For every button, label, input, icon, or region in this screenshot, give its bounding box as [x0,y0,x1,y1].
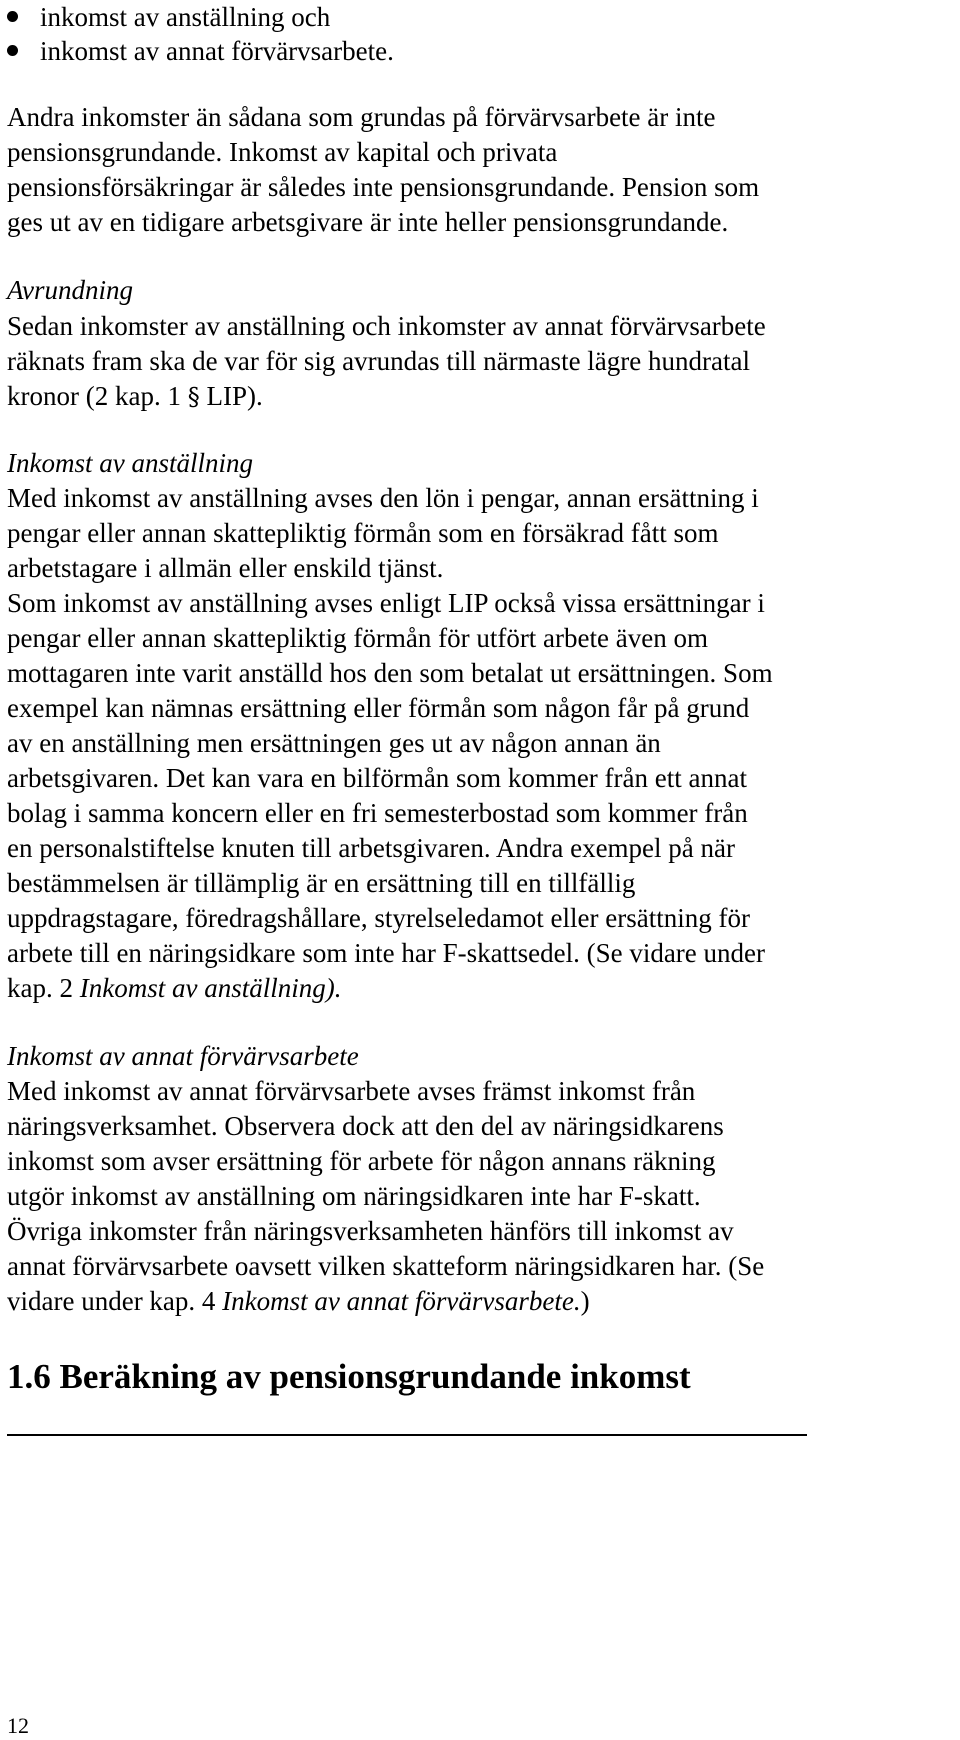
paragraph-line: ges ut av en tidigare arbetsgivare är inte heller pensionsgrundande. [7,207,729,237]
paragraph-line: Som inkomst av anställning avses enligt LIP också vissa ersättningar i [7,588,765,618]
section-title: 1.6 Beräkning av pensionsgrundande inkomst [7,1357,691,1396]
bullet-text: inkomst av annat förvärvsarbete. [40,36,394,66]
paragraph-line: räknats fram ska de var för sig avrundas till närmaste lägre hundratal [7,346,750,376]
horizontal-rule [7,1434,807,1436]
paragraph-line: bestämmelsen är tillämplig är en ersättning till en tillfällig [7,868,636,898]
anstallning-paragraph [7,481,773,1006]
paragraph-line: pengar eller annan skattepliktig förmån för utfört arbete även om [7,623,708,653]
paragraph-line: arbetstagare i allmän eller enskild tjänst. [7,553,444,583]
list-item [7,34,394,68]
paragraph-line [7,1284,764,1319]
annat-heading: Inkomst av annat förvärvsarbete [7,1041,359,1071]
paragraph-line: av en anställning men ersättningen ges ut av någon annan än [7,728,661,758]
paragraph-line: Med inkomst av anställning avses den lön i pengar, annan ersättning i [7,483,759,513]
paragraph-line: pensionsförsäkringar är således inte pensionsgrundande. Pension som [7,172,760,202]
paragraph-line: annat förvärvsarbete oavsett vilken skatteform näringsidkaren har. (Se [7,1251,765,1281]
paragraph-line: Andra inkomster än sådana som grundas på förvärvsarbete är inte [7,102,716,132]
paragraph-line: exempel kan nämnas ersättning eller förmån som någon får på grund [7,693,750,723]
bullet-icon [7,45,18,56]
bullet-list [7,0,394,68]
paragraph-line: Sedan inkomster av anställning och inkomster av annat förvärvsarbete [7,311,766,341]
paragraph-line: en personalstiftelse knuten till arbetsgivaren. Andra exempel på när [7,833,735,863]
text-fragment: kronor (2 kap. 1 [7,381,188,411]
section-sign: § [187,383,200,411]
paragraph-line [7,379,766,415]
reference-title: Inkomst av annat förvärvsarbete. [222,1286,581,1316]
paragraph-line: bolag i samma koncern eller en fri semesterbostad som kommer från [7,798,748,828]
bullet-icon [7,11,18,22]
intro-paragraph [7,100,759,240]
paragraph-line: arbetsgivaren. Det kan vara en bilförmån som kommer från ett annat [7,763,747,793]
anstallning-heading: Inkomst av anställning [7,448,253,478]
text-fragment: LIP). [199,381,263,411]
text-fragment: kap. 2 [7,973,80,1003]
paragraph-line: pengar eller annan skattepliktig förmån som en försäkrad fått som [7,518,719,548]
avrundning-paragraph [7,309,766,415]
paragraph-line: arbete till en näringsidkare som inte har F-skattsedel. (Se vidare under [7,938,766,968]
text-fragment: ) [580,1286,590,1316]
avrundning-heading: Avrundning [7,275,133,305]
paragraph-line: näringsverksamhet. Observera dock att den del av näringsidkarens [7,1111,724,1141]
paragraph-line: uppdragstagare, föredragshållare, styrelseledamot eller ersättning för [7,903,750,933]
paragraph-line: inkomst som avser ersättning för arbete för någon annans räkning [7,1146,716,1176]
text-fragment: vidare under kap. 4 [7,1286,223,1316]
reference-title: Inkomst av anställning). [79,973,342,1003]
paragraph-line [7,971,773,1006]
page-number: 12 [7,1713,29,1738]
paragraph-line: pensionsgrundande. Inkomst av kapital och privata [7,137,558,167]
paragraph-line: mottagaren inte varit anställd hos den som betalat ut ersättningen. Som [7,658,773,688]
paragraph-line: Med inkomst av annat förvärvsarbete avses främst inkomst från [7,1076,696,1106]
annat-paragraph [7,1074,764,1319]
bullet-text: inkomst av anställning och [40,2,331,32]
paragraph-line: utgör inkomst av anställning om näringsidkaren inte har F-skatt. [7,1181,701,1211]
list-item [7,0,394,34]
paragraph-line: Övriga inkomster från näringsverksamheten hänförs till inkomst av [7,1216,734,1246]
